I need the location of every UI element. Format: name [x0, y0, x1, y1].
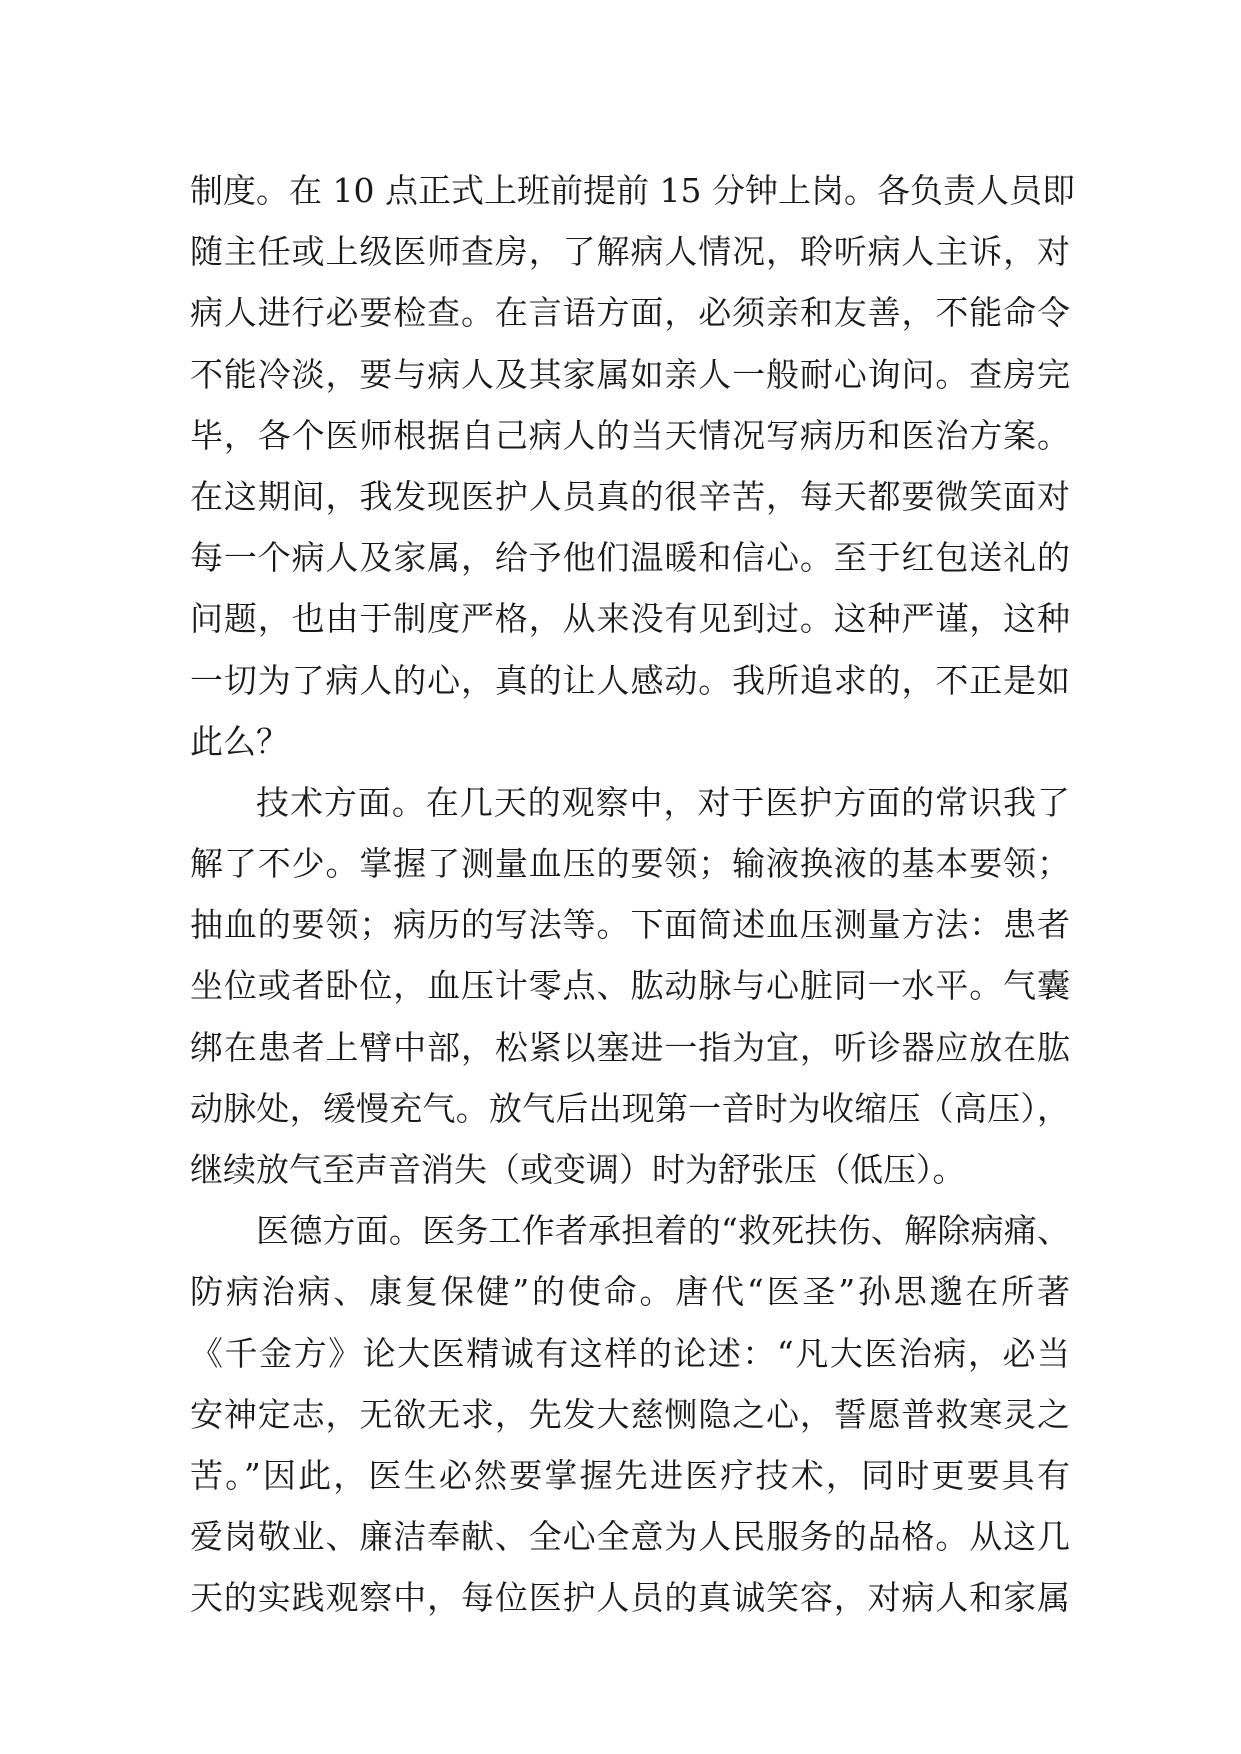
text-line: 安神定志，无欲无求，先发大慈恻隐之心，誓愿普救寒灵之 [190, 1394, 1070, 1434]
text-line: 技术方面。在几天的观察中，对于医护方面的常识我了 [256, 782, 1070, 822]
text-line: 不能冷淡，要与病人及其家属如亲人一般耐心询问。查房完 [190, 354, 1070, 394]
text-line: 爱岗敬业、廉洁奉献、全心全意为人民服务的品格。从这几 [190, 1517, 1070, 1557]
text-line: 毕，各个医师根据自己病人的当天情况写病历和医治方案。 [190, 415, 1070, 455]
paragraph [190, 160, 1075, 772]
text-line: 继续放气至声音消失（或变调）时为舒张压（低压）。 [190, 1150, 966, 1189]
text-line: 动脉处，缓慢充气。放气后出现第一音时为收缩压（高压）， [190, 1088, 1070, 1128]
text-line: 绑在患者上臂中部，松紧以塞进一指为宜，听诊器应放在肱 [190, 1027, 1070, 1067]
text-line: 病人进行必要检查。在言语方面，必须亲和友善，不能命令 [190, 293, 1070, 333]
text-line: 《千金方》论大医精诚有这样的论述：“凡大医治病，必当 [190, 1333, 1070, 1373]
text-line: 每一个病人及家属，给予他们温暖和信心。至于红包送礼的 [190, 538, 1070, 578]
text-line: 坐位或者卧位，血压计零点、肱动脉与心脏同一水平。气囊 [190, 966, 1070, 1006]
text-line: 苦。”因此，医生必然要掌握先进医疗技术，同时更要具有 [190, 1455, 1070, 1495]
text-line: 此么？ [190, 721, 289, 761]
text-line: 随主任或上级医师查房，了解病人情况，聆听病人主诉，对 [190, 232, 1070, 272]
paragraph [190, 1200, 1070, 1628]
text-line: 天的实践观察中，每位医护人员的真诚笑容，对病人和家属 [190, 1578, 1070, 1618]
text-line: 医德方面。医务工作者承担着的“救死扶伤、解除病痛、 [256, 1211, 1070, 1251]
text-line: 制度。在 10 点正式上班前提前 15 分钟上岗。各负责人员即 [190, 171, 1075, 210]
text-line: 防病治病、康复保健”的使命。唐代“医圣”孙思邈在所著 [190, 1272, 1070, 1312]
text-line: 一切为了病人的心，真的让人感动。我所追求的，不正是如 [190, 660, 1070, 700]
text-line: 问题，也由于制度严格，从来没有见到过。这种严谨，这种 [190, 599, 1070, 639]
text-line: 解了不少。掌握了测量血压的要领；输液换液的基本要领； [190, 844, 1070, 884]
body-text [190, 160, 1075, 1629]
text-line: 抽血的要领；病历的写法等。下面简述血压测量方法：患者 [190, 905, 1070, 945]
text-line: 在这期间，我发现医护人员真的很辛苦，每天都要微笑面对 [190, 476, 1070, 516]
paragraph [190, 772, 1070, 1200]
